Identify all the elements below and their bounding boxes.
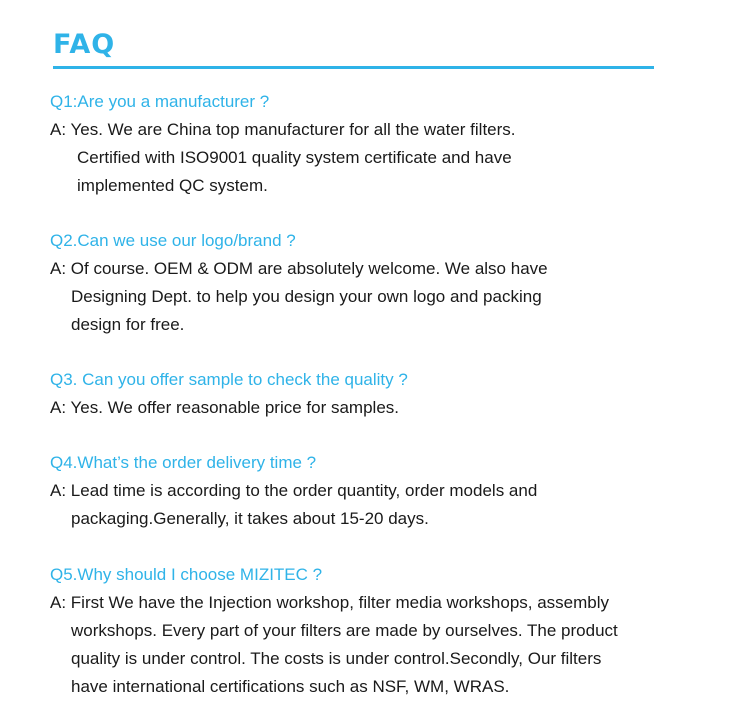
faq-answer <box>50 394 740 422</box>
answer-line: design for free. <box>71 315 185 334</box>
answer-line: A: First We have the Injection workshop, filter media workshops, assembly <box>50 593 610 612</box>
answer-line: quality is under control. The costs is under control.Secondly, Our filters <box>71 649 602 668</box>
answer-line: have international certifications such as NSF, WM, WRAS. <box>71 677 510 696</box>
faq-item-4 <box>50 449 740 533</box>
faq-answer <box>50 589 740 701</box>
faq-answer <box>50 116 740 200</box>
faq-question: Q5.Why should I choose MIZITEC ? <box>50 565 323 584</box>
answer-line: A: Lead time is according to the order quantity, order models and <box>50 481 538 500</box>
faq-question: Q1:Are you a manufacturer ? <box>50 92 270 111</box>
title-underline <box>53 66 654 69</box>
answer-line: packaging.Generally, it takes about 15-20 days. <box>71 509 429 528</box>
answer-line: implemented QC system. <box>77 176 268 195</box>
answer-line: A: Yes. We offer reasonable price for samples. <box>50 398 400 417</box>
faq-question: Q4.What’s the order delivery time ? <box>50 453 317 472</box>
faq-answer <box>50 255 740 339</box>
faq-item-5 <box>50 561 740 701</box>
answer-line: Designing Dept. to help you design your own logo and packing <box>71 287 542 306</box>
faq-item-2 <box>50 227 740 339</box>
faq-question: Q2.Can we use our logo/brand ? <box>50 231 296 250</box>
page-title: FAQ <box>53 29 116 60</box>
answer-line: A: Of course. OEM & ODM are absolutely welcome. We also have <box>50 259 548 278</box>
faq-answer <box>50 477 740 533</box>
faq-item-1 <box>50 88 740 200</box>
faq-item-3 <box>50 366 740 422</box>
answer-line: Certified with ISO9001 quality system certificate and have <box>77 148 512 167</box>
faq-question: Q3. Can you offer sample to check the quality ? <box>50 370 408 389</box>
answer-line: workshops. Every part of your filters are made by ourselves. The product <box>71 621 618 640</box>
answer-line: A: Yes. We are China top manufacturer for all the water filters. <box>50 120 516 139</box>
